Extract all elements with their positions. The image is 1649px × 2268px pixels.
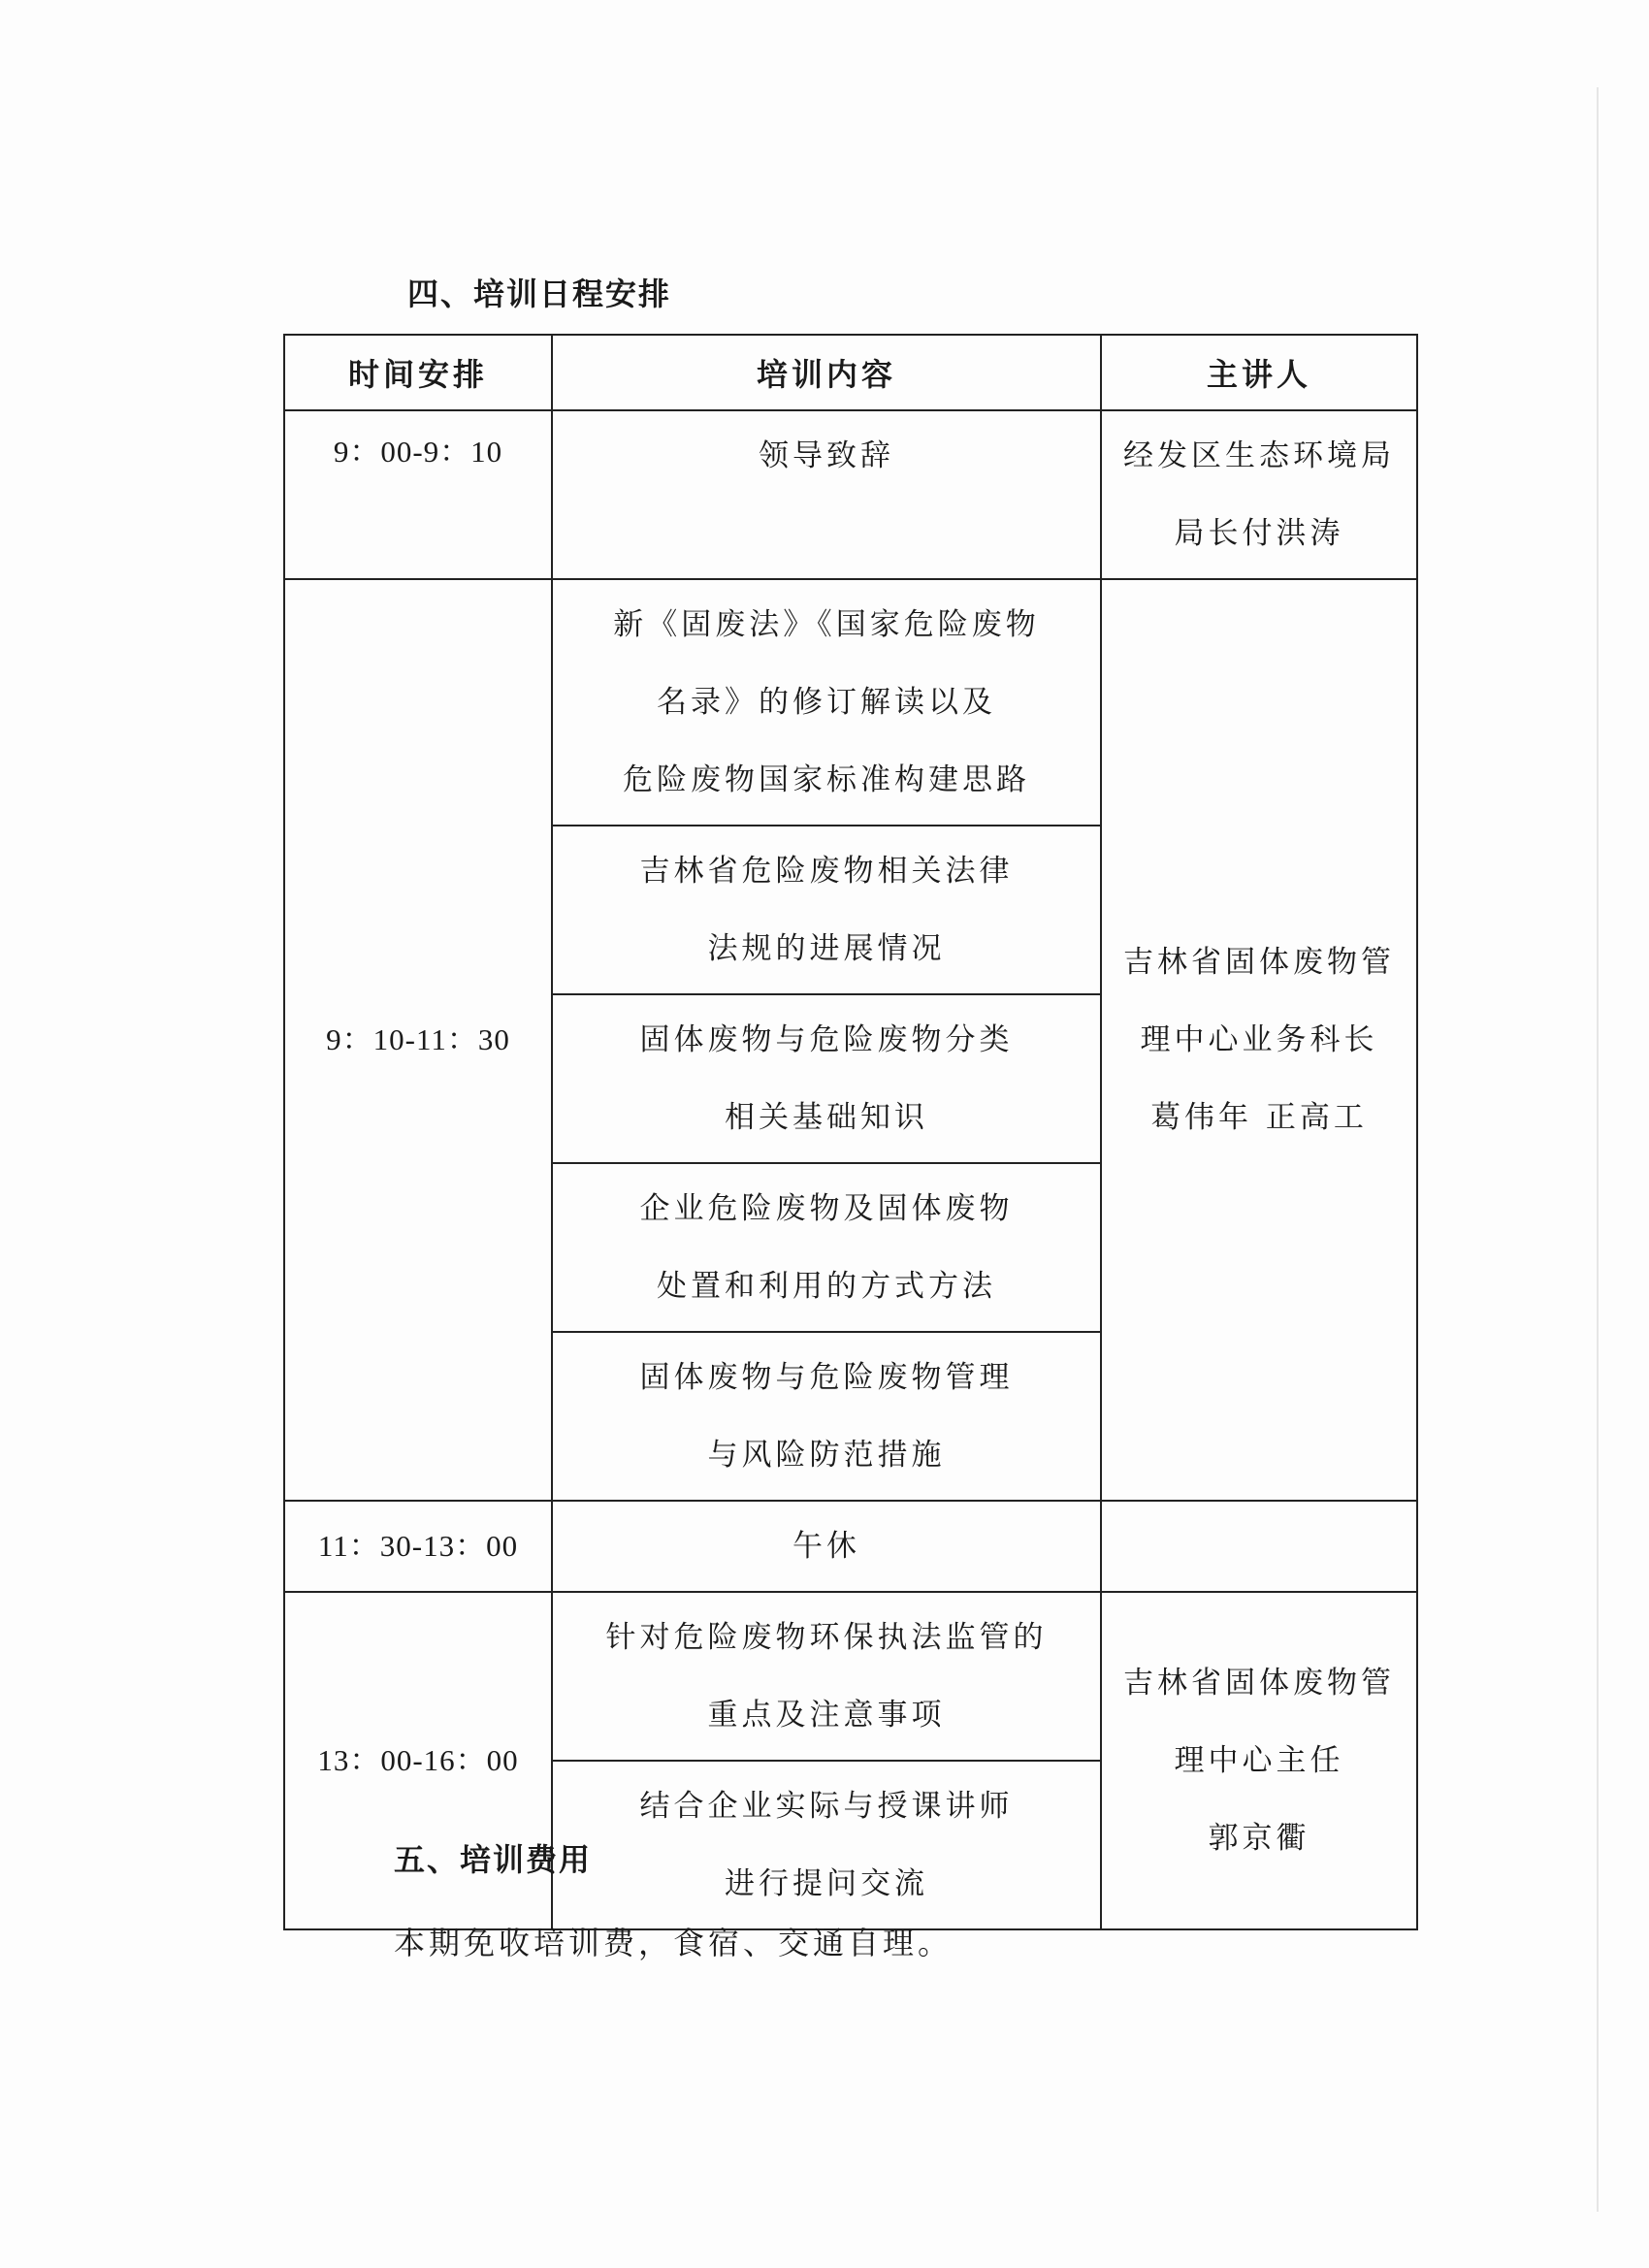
- speaker-line: 理中心主任: [1174, 1743, 1344, 1778]
- training-schedule-table: [283, 334, 1418, 1930]
- content-line: 吉林省危险废物相关法律: [639, 854, 1014, 889]
- content-line: 结合企业实际与授课讲师: [639, 1789, 1014, 1824]
- content-cell: [552, 994, 1101, 1163]
- header-content: 培训内容: [552, 335, 1101, 410]
- content-line: 新《固废法》《国家危险废物: [613, 607, 1040, 642]
- speaker-line: 经发区生态环境局: [1123, 438, 1395, 473]
- table-row: [284, 1501, 1417, 1592]
- content-cell: [552, 1761, 1101, 1929]
- content-cell: [552, 1163, 1101, 1332]
- header-speaker: 主讲人: [1101, 335, 1417, 410]
- content-line: 企业危险废物及固体废物: [639, 1191, 1014, 1226]
- speaker-line: 吉林省固体废物管: [1123, 945, 1395, 980]
- content-line: 与风险防范措施: [707, 1438, 946, 1473]
- speaker-cell: [1101, 1592, 1417, 1929]
- section-five-heading: 五、培训费用: [394, 1841, 593, 1878]
- content-line: 午休: [792, 1529, 860, 1564]
- content-cell: [552, 579, 1101, 826]
- header-time: 时间安排: [284, 335, 552, 410]
- content-line: 进行提问交流: [725, 1866, 928, 1901]
- table-row: [284, 410, 1417, 579]
- content-line: 法规的进展情况: [707, 931, 946, 966]
- speaker-cell-empty: [1101, 1501, 1417, 1592]
- speaker-cell: [1101, 410, 1417, 579]
- speaker-cell: [1101, 579, 1417, 1501]
- content-line: 重点及注意事项: [707, 1698, 946, 1733]
- speaker-line: 理中心业务科长: [1140, 1022, 1378, 1057]
- speaker-line: 郭京衢: [1208, 1821, 1310, 1856]
- time-cell: 11：30-13：00: [284, 1501, 552, 1592]
- content-line: 名录》的修订解读以及: [657, 685, 996, 720]
- time-cell: 13：00-16：00: [284, 1592, 552, 1929]
- content-cell: [552, 1501, 1101, 1592]
- scan-edge-line: [1597, 87, 1599, 2212]
- content-line: 固体废物与危险废物分类: [639, 1022, 1014, 1057]
- table-row: [284, 579, 1417, 826]
- speaker-line: 葛伟年 正高工: [1150, 1100, 1368, 1135]
- speaker-line: 吉林省固体废物管: [1123, 1666, 1395, 1701]
- speaker-line: 局长付洪涛: [1174, 516, 1344, 551]
- content-cell: [552, 1592, 1101, 1761]
- content-line: 固体废物与危险废物管理: [639, 1360, 1014, 1395]
- fee-paragraph: 本期免收培训费，食宿、交通自理。: [394, 1925, 954, 1961]
- table-row: [284, 1592, 1417, 1761]
- content-line: 危险废物国家标准构建思路: [623, 762, 1030, 797]
- content-cell: [552, 826, 1101, 994]
- table-header-row: [284, 335, 1417, 410]
- content-line: 相关基础知识: [725, 1100, 928, 1135]
- content-line: 针对危险废物环保执法监管的: [605, 1620, 1048, 1655]
- content-cell: [552, 1332, 1101, 1501]
- section-four-heading: 四、培训日程安排: [407, 275, 672, 312]
- content-cell: [552, 410, 1101, 579]
- time-cell: 9：10-11：30: [284, 579, 552, 1501]
- time-cell: 9：00-9：10: [284, 410, 552, 579]
- content-line: 处置和利用的方式方法: [657, 1269, 996, 1304]
- content-line: 领导致辞: [759, 438, 894, 473]
